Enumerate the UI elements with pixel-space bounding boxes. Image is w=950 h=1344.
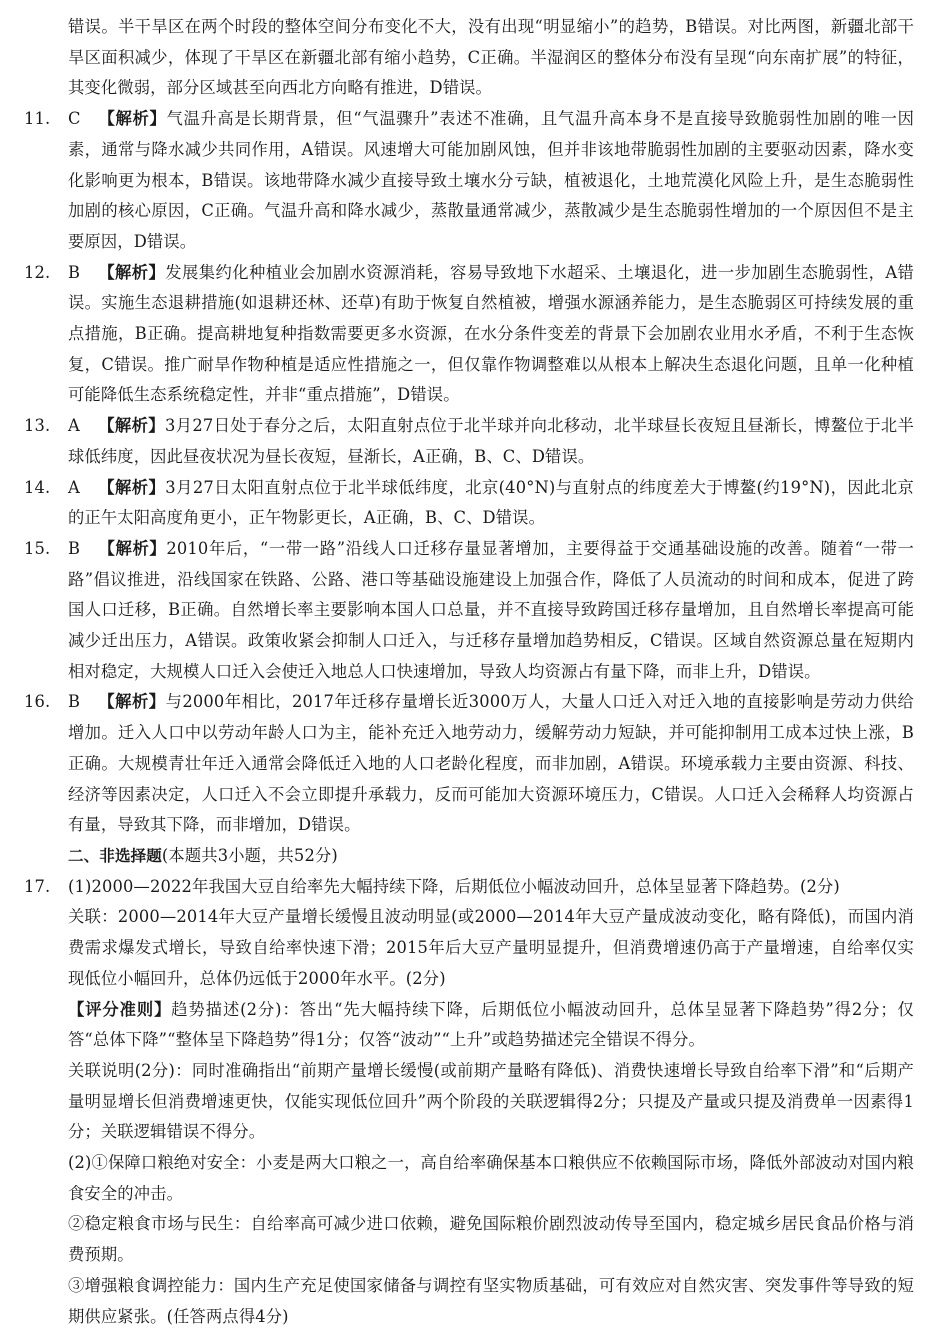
answer-item — [24, 104, 914, 258]
item-analysis-tag: 【解析】 — [98, 477, 166, 497]
item-analysis-tag: 【解析】 — [98, 416, 165, 436]
q17-part2-point3: ③增强粮食调控能力：国内生产充足使国家储备与调控有坚实物质基础，可有效应对自然灾害、突发事件等导致的短期供应紧张。(任答两点得4分) — [68, 1275, 914, 1326]
item-number: 13. — [24, 416, 51, 436]
item-number: 11. — [24, 109, 51, 129]
item-analysis-tag: 【解析】 — [98, 109, 167, 129]
item-number: 14. — [24, 477, 51, 497]
item-number: 16. — [24, 692, 51, 712]
item-analysis-tag: 【解析】 — [98, 262, 166, 282]
answer-item — [24, 687, 914, 841]
item-answer: A — [68, 416, 80, 436]
item-answer: B — [68, 538, 81, 558]
item-analysis-text: 3月27日太阳直射点位于北半球低纬度，北京(40°N)与直射点的纬度差大于博鳌(约19°N)，因此北京的正午太阳高度角更小，正午物影更长，A正确，B、C、D错误。 — [68, 477, 914, 528]
answer-item — [24, 473, 914, 534]
section-note: (本题共3小题，共52分) — [161, 845, 338, 865]
item-analysis-text: 发展集约化种植业会加剧水资源消耗，容易导致地下水超采、土壤退化，进一步加剧生态脆弱性，A错误。实施生态退耕措施(如退耕还林、还草)有助于恢复自然植被，增强水源涵养能力，是生态脆弱区可持续发展的重点措施，B正确。提高耕地复种指数需要更多水资源，在水分条件变差的背景下会加剧农业用水矛盾，不利于生态恢复，C错误。推广耐旱作物种植是适应性措施之一，但仅靠作物调整难以从根本上解决生态退化问题，且单一化种植可能降低生态系统稳定性，并非“重点措施”，D错误。 — [68, 262, 914, 405]
q17-part2-point2: ②稳定粮食市场与民生：自给率高可减少进口依赖，避免国际粮价剧烈波动传导至国内，稳定城乡居民食品价格与消费预期。 — [68, 1214, 914, 1265]
answer-items — [24, 104, 915, 841]
q17-criteria — [68, 995, 914, 1056]
item-answer: B — [68, 692, 81, 712]
item-analysis-text: 气温升高是长期背景，但“气温骤升”表述不准确，且气温升高本身不是直接导致脆弱性加剧的唯一因素，通常与降水减少共同作用，A错误。风速增大可能加剧风蚀，但并非该地带脆弱性加剧的主要驱动因素，降水变化影响更为根本，B错误。该地带降水减少直接导致土壤水分亏缺，植被退化，土地荒漠化风险上升，是生态脆弱性加剧的核心原因，C正确。气温升高和降水减少，蒸散量通常减少，蒸散减少是生态脆弱性增加的一个原因但不是主要原因，D错误。 — [68, 109, 914, 251]
item-number: 15. — [24, 538, 51, 558]
criteria-text: 趋势描述(2分)：答出“先大幅持续下降，后期低位小幅波动回升，总体呈显著下降趋势”得2分；仅答“总体下降”“整体呈下降趋势”得1分；仅答“波动”“上升”或趋势描述完全错误不得分。 — [68, 999, 914, 1050]
item-analysis-tag: 【解析】 — [98, 538, 167, 558]
answer-item — [24, 534, 914, 688]
question-17 — [24, 872, 914, 1333]
answer-sheet-page — [24, 12, 915, 1332]
item-analysis-text: 3月27日处于春分之后，太阳直射点位于北半球并向北移动，北半球昼长夜短且昼渐长，博鳌位于北半球低纬度，因此昼夜状况为昼长夜短，昼渐长，A正确，B、C、D错误。 — [68, 416, 915, 466]
item-answer: C — [68, 109, 81, 129]
answer-item — [24, 411, 915, 472]
item-analysis-text: 2010年后，“一带一路”沿线人口迁移存量显著增加，主要得益于交通基础设施的改善。随着“一带一路”倡议推进，沿线国家在铁路、公路、港口等基础设施建设上加强合作，降低了人员流动的时间和成本，促进了跨国人口迁移，B正确。自然增长率主要影响本国人口总量，并不直接导致跨国迁移存量增加，且自然增长率提高可能减少迁出压力，A错误。政策收紧会抑制人口迁入，与迁移存量增加趋势相反，C错误。区域自然资源总量在短期内相对稳定，大规模人口迁入会使迁入地总人口快速增加，导致人均资源占有量下降，而非上升，D错误。 — [68, 538, 914, 681]
item-answer: A — [68, 477, 80, 497]
item-analysis-text: 与2000年相比，2017年迁移存量增长近3000万人，大量人口迁入对迁入地的直接影响是劳动力供给增加。迁入人口中以劳动年龄人口为主，能补充迁入地劳动力，缓解劳动力短缺，并可能抑制用工成本过快上涨，B正确。大规模青壮年迁入通常会降低迁入地的人口老龄化程度，而非加剧，A错误。环境承载力主要由资源、科技、经济等因素决定，人口迁入不会立即提升承载力，反而可能加大资源环境压力，C错误。人口迁入会稀释人均资源占有量，导致其下降，而非增加，D错误。 — [68, 692, 914, 835]
section-title: 二、非选择题 — [68, 846, 162, 865]
item-answer: B — [68, 262, 81, 282]
q17-part1-trend: (1)2000—2022年我国大豆自给率先大幅持续下降，后期低位小幅波动回升，总体呈显著下降趋势。(2分) — [68, 876, 840, 896]
item-number: 12. — [24, 262, 51, 282]
answer-item — [24, 258, 914, 412]
section-heading — [68, 841, 914, 872]
q17-part1-relation: 关联：2000—2014年大豆产量增长缓慢且波动明显(或2000—2014年大豆产量成波动变化，略有降低)，而国内消费需求爆发式增长，导致自给率快速下滑；2015年后大豆产量明显提升，但消费增速仍高于产量增速，自给率仅实现低位小幅回升，总体仍远低于2000年水平。(2分) — [68, 907, 914, 988]
q17-part2-point1: (2)①保障口粮绝对安全：小麦是两大口粮之一，高自给率确保基本口粮供应不依赖国际市场，降低外部波动对国内粮食安全的冲击。 — [68, 1153, 914, 1203]
criteria-tag: 【评分准则】 — [68, 999, 172, 1019]
q17-number: 17. — [24, 876, 51, 896]
intro-paragraph: 错误。半干旱区在两个时段的整体空间分布变化不大，没有出现“明显缩小”的趋势，B错误。对比两图，新疆北部干旱区面积减少，体现了干旱区在新疆北部有缩小趋势，C正确。半湿润区的整体分布没有呈现“向东南扩展”的特征，其变化微弱，部分区域甚至向西北方向略有推进，D错误。 — [68, 17, 914, 98]
q17-criteria-relation: 关联说明(2分)：同时准确指出“前期产量增长缓慢(或前期产量略有降低)、消费快速增长导致自给率下滑”和“后期产量明显增长但消费增速更快，仅能实现低位回升”两个阶段的关联逻辑得2分；只提及产量或只提及消费单一因素得1分；关联逻辑错误不得分。 — [68, 1060, 914, 1142]
item-analysis-tag: 【解析】 — [98, 692, 166, 712]
